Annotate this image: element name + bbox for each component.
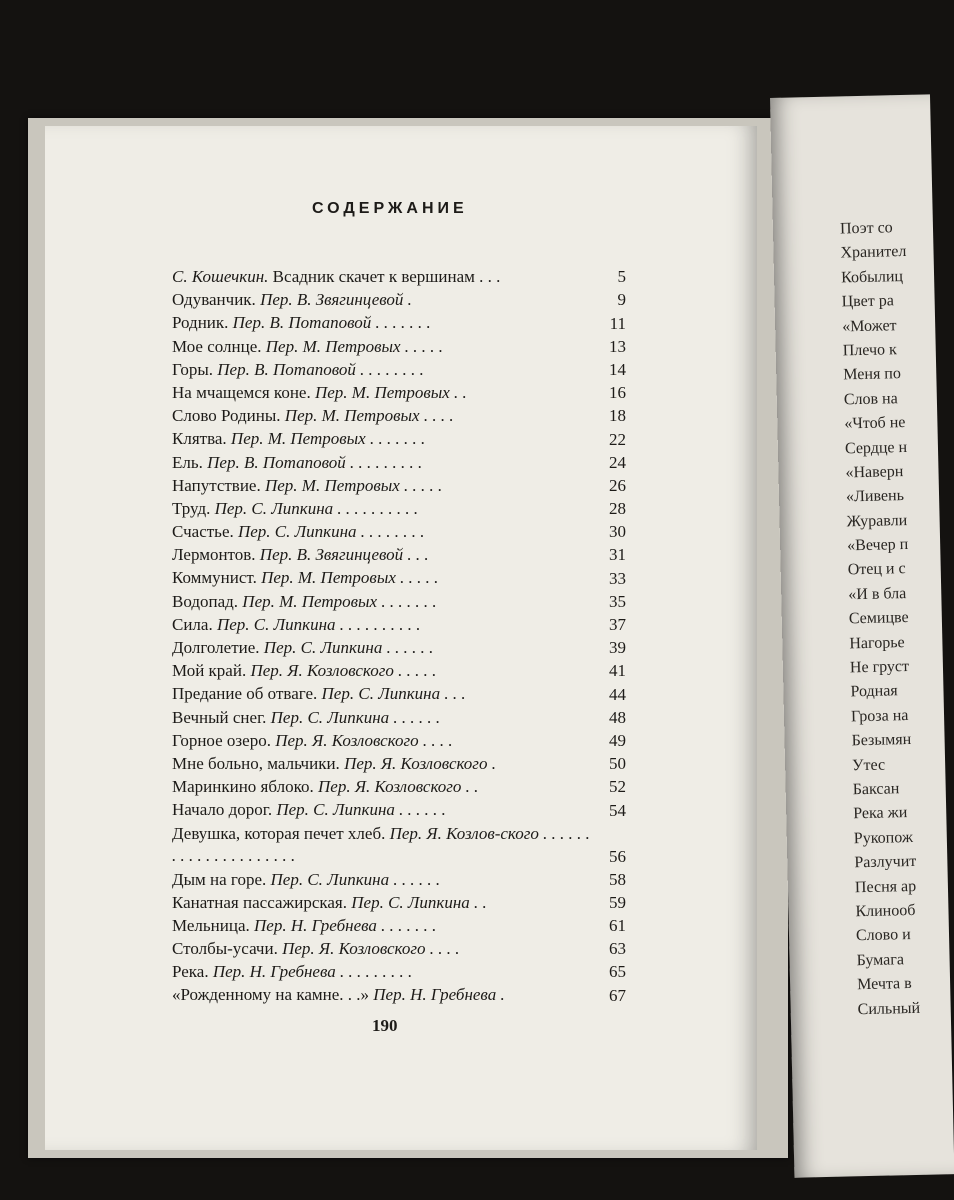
toc-entry-page: 59	[609, 892, 626, 912]
toc-entry-title: Дым на горе.	[172, 869, 271, 889]
toc-entry	[172, 475, 626, 498]
right-page-line: Кобылиц	[840, 267, 904, 287]
toc-entry-text	[172, 660, 436, 682]
toc-entry-text	[172, 405, 454, 427]
toc-entry-translator: Пер. Н. Гребнева . . . . . . .	[254, 915, 437, 935]
toc-entry-text	[172, 359, 424, 381]
toc-entry-translator: Пер. М. Петровых . . . . . . .	[242, 591, 437, 611]
toc-entry-title: «Рожденному на камне. . .»	[172, 985, 374, 1005]
toc-entry-title: Вечный снег.	[172, 707, 271, 727]
toc-entry	[172, 336, 626, 359]
toc-entry-page: 33	[609, 568, 626, 588]
toc-entry-title: Труд.	[172, 498, 215, 518]
toc-entry-page: 63	[609, 939, 626, 959]
toc-entry-translator: Пер. Я. Козлов-ского . . . . . . . . . . . . . . . . . . . . .	[172, 823, 590, 865]
toc-entry-text	[172, 683, 466, 705]
toc-entry-text	[172, 869, 440, 891]
toc-entry	[172, 823, 626, 869]
right-page-line: Не груст	[849, 658, 910, 677]
toc-entry-page: 16	[609, 383, 626, 403]
toc-entry-title: Река.	[172, 962, 213, 982]
toc-entry-translator: Пер. М. Петровых . . . . .	[261, 568, 439, 588]
toc-entry-text	[172, 707, 440, 729]
toc-entry-rest: Всадник скачет к вершинам . . .	[268, 267, 501, 286]
toc-entry-page: 18	[609, 406, 626, 426]
page-title: СОДЕРЖАНИЕ	[312, 200, 468, 217]
toc-entry	[172, 382, 626, 405]
toc-entry-page: 65	[609, 962, 626, 982]
right-page-lines	[840, 217, 924, 1023]
right-page-line: Хранител	[840, 243, 907, 262]
toc-entry-title: Долголетие.	[172, 638, 264, 657]
toc-entry-translator: Пер. В. Потаповой . . . . . . . .	[217, 359, 424, 379]
toc-entry	[172, 567, 626, 590]
toc-entry-translator: Пер. С. Липкина . . . . . .	[270, 707, 441, 727]
toc-entry-translator: Пер. Я. Козловского . . . .	[282, 939, 460, 959]
toc-entry	[172, 869, 626, 892]
toc-entry-text	[172, 776, 478, 798]
toc-entry-translator: Пер. В. Звягинцевой .	[260, 290, 412, 310]
toc-entry-translator: Пер. М. Петровых . . . .	[284, 406, 454, 426]
right-page-line: Нагорье	[849, 633, 905, 652]
toc-entry-translator: Пер. В. Потаповой . . . . . . .	[232, 313, 431, 333]
toc-entry-page: 14	[609, 359, 626, 379]
right-page-line: Клинооб	[855, 901, 916, 921]
toc-entry-page: 52	[609, 777, 626, 797]
toc-entry-title: С. Кошечкин.	[172, 267, 269, 286]
toc-entry-text	[172, 521, 425, 543]
toc-entry-text	[172, 312, 431, 334]
toc-entry-translator: Пер. Н. Гребнева .	[373, 985, 505, 1005]
toc-entry	[172, 405, 626, 428]
toc-entry-text	[172, 591, 437, 613]
toc-entry-translator: Пер. С. Липкина . . . . . .	[270, 869, 441, 889]
toc-entry-text	[172, 915, 436, 937]
right-page-line: Река жи	[853, 804, 908, 823]
right-page-line: «Вечер п	[846, 536, 909, 555]
right-page-line: «Наверн	[845, 462, 904, 482]
toc-entry-translator: Пер. М. Петровых . . . . .	[265, 336, 444, 356]
toc-entry-translator: Пер. М. Петровых . . . . .	[264, 475, 443, 495]
toc-entry-page: 44	[609, 684, 626, 704]
toc-entry-page: 30	[609, 522, 626, 542]
toc-entry-translator: Пер. С. Липкина . . .	[321, 684, 466, 704]
right-page-line: Поэт со	[839, 219, 893, 238]
left-page	[45, 126, 757, 1150]
right-page-line: Меня по	[843, 365, 902, 384]
toc-entry-text	[172, 961, 412, 983]
toc-entry-title: Коммунист.	[172, 568, 262, 588]
right-page-line: Сильный	[857, 999, 921, 1018]
right-page-line: Баксан	[852, 780, 900, 799]
right-page-line: Цвет ра	[841, 292, 895, 311]
right-page-line: Рукопож	[853, 828, 914, 848]
toc-entry-title: Слово Родины.	[172, 406, 285, 426]
toc-entry	[172, 428, 626, 451]
right-page-line: Слов на	[843, 389, 898, 409]
toc-entry-page: 48	[609, 707, 626, 727]
toc-entry	[172, 359, 626, 382]
toc-entry-text	[172, 475, 442, 497]
right-page-line: Плечо к	[842, 341, 897, 360]
toc-entry-title: Горное озеро.	[172, 730, 276, 750]
right-page	[770, 94, 954, 1177]
right-page-line: Семицве	[848, 609, 909, 628]
toc-entry-text	[172, 266, 500, 288]
toc-entry-text	[172, 498, 418, 520]
toc-entry-page: 35	[609, 591, 626, 611]
toc-entry-title: Ель.	[172, 452, 208, 472]
toc-entry-title: Напутствие.	[172, 475, 265, 495]
toc-entry-page: 67	[609, 985, 626, 1005]
toc-entry-translator: Пер. М. Петровых . . . . . . .	[230, 429, 426, 449]
right-page-line: «И в бла	[848, 584, 907, 604]
toc-entry-title: Сила.	[172, 614, 217, 634]
toc-entry-page: 28	[609, 499, 626, 519]
right-page-line: Безымян	[851, 731, 912, 750]
toc-entry-page: 39	[609, 638, 626, 658]
toc-entry	[172, 753, 626, 776]
right-page-line: Слово и	[855, 926, 911, 945]
toc-entry-page: 31	[609, 545, 626, 565]
toc-entry-translator: Пер. В. Звягинцевой . . .	[259, 545, 429, 565]
toc-entry-page: 26	[609, 475, 626, 495]
toc-entry-title: Водопад.	[172, 591, 243, 611]
toc-entry	[172, 776, 626, 799]
right-page-line: Сердце н	[844, 438, 908, 457]
toc-entry-title: Маринкино яблоко.	[172, 777, 318, 797]
toc-entry	[172, 591, 626, 614]
toc-entry-translator: Пер. Н. Гребнева . . . . . . . . .	[212, 962, 413, 982]
toc-entry-text	[172, 938, 459, 960]
toc-entry-page: 49	[609, 730, 626, 750]
toc-entry	[172, 544, 626, 567]
toc-entry	[172, 266, 626, 289]
toc-entry-page: 50	[609, 754, 626, 774]
toc-entry-text	[172, 567, 438, 589]
toc-entry-title: Одуванчик.	[172, 290, 261, 310]
toc-entry-title: На мчащемся коне.	[172, 382, 315, 402]
toc-entry	[172, 289, 626, 312]
toc-entry-title: Канатная пассажирская.	[172, 892, 352, 912]
toc-entry-page: 58	[609, 869, 626, 889]
toc-entry-title: Счастье.	[172, 522, 238, 542]
toc-entry	[172, 892, 626, 915]
toc-entry-text	[172, 823, 592, 867]
toc-entry	[172, 915, 626, 938]
toc-entry-page: 61	[609, 916, 626, 936]
toc-entry	[172, 521, 626, 544]
toc-entry-text	[172, 614, 421, 636]
toc-entry-text	[172, 984, 505, 1006]
toc-entry	[172, 452, 626, 475]
toc-entry-page: 22	[609, 429, 626, 449]
toc-entry	[172, 938, 626, 961]
toc-entry-page: 5	[617, 267, 626, 287]
toc-entry-translator: Пер. Я. Козловского . .	[318, 777, 479, 797]
toc-entry	[172, 961, 626, 984]
toc-entry-title: Девушка, которая печет хлеб.	[172, 823, 390, 843]
toc-entry-page: 11	[609, 313, 626, 333]
toc-entry-title: Начало дорог.	[172, 800, 277, 820]
toc-entry-translator: Пер. С. Липкина . . . . . . . .	[237, 522, 425, 542]
toc-entry-page: 37	[609, 615, 626, 634]
toc-entry	[172, 707, 626, 730]
toc-entry-title: Лермонтов.	[172, 545, 260, 565]
toc-entry-page: 9	[617, 290, 626, 310]
toc-entry-translator: Пер. С. Липкина . . . . . .	[263, 638, 434, 657]
toc-entry-text	[172, 892, 487, 914]
toc-entry-title: Мое солнце.	[172, 336, 266, 356]
page-number: 190	[372, 1016, 398, 1035]
toc-entry-translator: Пер. Я. Козловского . . . .	[275, 730, 453, 750]
toc-entry-translator: Пер. С. Липкина . . . . . .	[276, 800, 446, 820]
toc-entry	[172, 312, 626, 335]
toc-entry-title: Мельница.	[172, 915, 255, 935]
right-page-line: Песня ар	[854, 877, 917, 896]
right-page-line: Разлучит	[854, 853, 917, 872]
toc-entry-page: 41	[609, 661, 626, 681]
toc-entry	[172, 614, 626, 637]
toc-entry-title: Предание об отваге.	[172, 684, 322, 704]
toc-entry-text	[172, 544, 429, 566]
right-page-line: Журавли	[846, 511, 908, 531]
toc-entry	[172, 637, 626, 660]
toc-entry-text	[172, 289, 412, 311]
toc-entry	[172, 799, 626, 822]
toc-entry-page: 54	[609, 800, 626, 820]
toc-entry-translator: Пер. М. Петровых . .	[314, 382, 467, 402]
right-page-line: «Может	[842, 316, 897, 335]
toc-entry-page: 13	[609, 336, 626, 356]
toc-entry-text	[172, 753, 496, 775]
right-page-line: Родная	[850, 682, 898, 701]
toc-entry-title: Родник.	[172, 313, 233, 333]
table-of-contents	[172, 266, 626, 1008]
right-page-line: «Чтоб не	[844, 414, 906, 433]
right-page-line: Бумага	[856, 950, 905, 969]
toc-entry-translator: Пер. В. Потаповой . . . . . . . . .	[207, 452, 423, 472]
toc-entry-title: Столбы-усачи.	[172, 939, 283, 959]
toc-entry-translator: Пер. Я. Козловского . . . . .	[250, 661, 437, 681]
toc-entry-text	[172, 452, 422, 474]
toc-entry	[172, 498, 626, 521]
toc-entry-text	[172, 637, 433, 659]
toc-entry	[172, 683, 626, 706]
right-page-line: «Ливень	[845, 487, 905, 506]
right-page-line: Отец и с	[847, 560, 906, 579]
toc-entry-title: Клятва.	[172, 429, 231, 449]
toc-entry-page: 56	[609, 846, 626, 866]
toc-entry-translator: Пер. Я. Козловского .	[344, 753, 496, 773]
toc-entry-title: Мой край.	[172, 661, 251, 681]
toc-entry-text	[172, 428, 425, 450]
toc-entry	[172, 730, 626, 753]
toc-entry-title: Мне больно, мальчики.	[172, 753, 345, 773]
right-page-line: Мечта в	[856, 975, 912, 994]
toc-entry-text	[172, 730, 453, 752]
toc-entry-translator: Пер. С. Липкина . .	[351, 892, 487, 912]
toc-entry-text	[172, 336, 443, 358]
toc-entry-title: Горы.	[172, 359, 218, 379]
toc-entry-text	[172, 799, 446, 821]
toc-entry-page: 24	[609, 452, 626, 472]
toc-entry-translator: Пер. С. Липкина . . . . . . . . . .	[216, 614, 421, 634]
toc-entry-translator: Пер. С. Липкина . . . . . . . . . .	[214, 498, 419, 518]
toc-entry	[172, 984, 626, 1007]
right-page-line: Гроза на	[850, 706, 909, 726]
toc-entry-text	[172, 382, 467, 404]
toc-entry	[172, 660, 626, 683]
right-page-line: Утес	[851, 756, 886, 774]
